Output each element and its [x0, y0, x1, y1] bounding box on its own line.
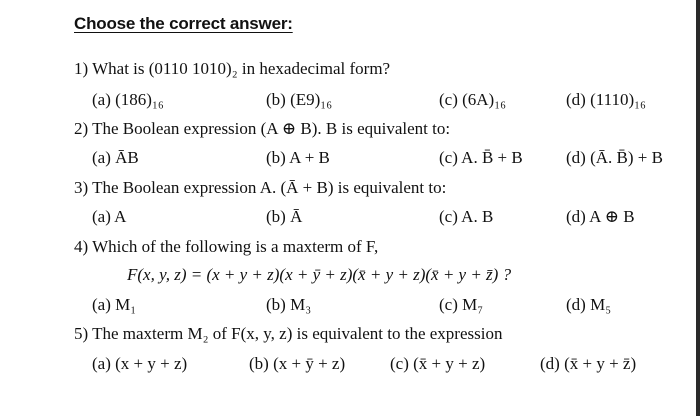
question-1-option-d: (d) (1110)₁₆ — [566, 90, 646, 109]
question-4-option-c: (c) M₇ — [439, 295, 484, 314]
question-3-option-a: (a) A — [92, 207, 127, 226]
question-2-option-a: (a) ĀB — [92, 148, 139, 167]
question-4-option-a: (a) M₁ — [92, 295, 137, 314]
question-5-option-a: (a) (x + y + z) — [92, 354, 188, 373]
question-3-option-d: (d) A ⊕ B — [566, 207, 635, 226]
question-1-option-a: (a) (186)₁₆ — [92, 90, 164, 109]
question-2-text: 2) The Boolean expression (A ⊕ B). B is equivalent to: — [74, 119, 451, 138]
question-4-formula: F(x, y, z) = (x + y + z)(x + ȳ + z)(x̄ + y + z)(x̄ + y + z̄) ? — [127, 265, 512, 284]
question-5-option-c: (c) (x̄ + y + z) — [390, 354, 486, 373]
question-5-option-b: (b) (x + ȳ + z) — [249, 354, 346, 373]
right-edge-divider — [696, 0, 700, 416]
question-3-option-b: (b) Ā — [266, 207, 303, 226]
question-4-text: 4) Which of the following is a maxterm of F, — [74, 237, 379, 256]
question-2-option-b: (b) A + B — [266, 148, 330, 167]
question-2-option-c: (c) A. B̄ + B — [439, 148, 523, 167]
question-3-option-c: (c) A. B — [439, 207, 494, 226]
question-4-option-b: (b) M₃ — [266, 295, 312, 314]
question-4-option-d: (d) M₅ — [566, 295, 612, 314]
worksheet-heading: Choose the correct answer: — [74, 14, 293, 33]
question-5-option-d: (d) (x̄ + y + z̄) — [540, 354, 637, 373]
question-1-option-b: (b) (E9)₁₆ — [266, 90, 333, 109]
question-1-text: 1) What is (0110 1010)₂ in hexadecimal form? — [74, 59, 391, 78]
question-3-text: 3) The Boolean expression A. (Ā + B) is equivalent to: — [74, 178, 447, 197]
question-5-text: 5) The maxterm M₂ of F(x, y, z) is equivalent to the expression — [74, 324, 503, 343]
question-1-option-c: (c) (6A)₁₆ — [439, 90, 507, 109]
question-2-option-d: (d) (Ā. B̄) + B — [566, 148, 663, 167]
